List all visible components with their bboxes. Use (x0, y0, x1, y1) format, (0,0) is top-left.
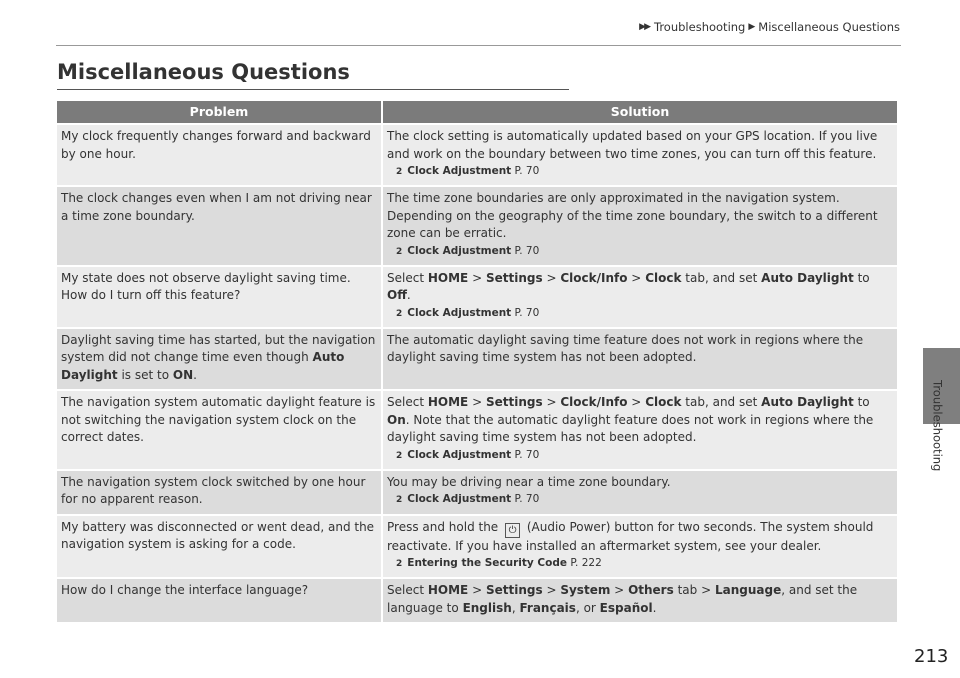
solution-note: Note that the automatic daylight feature does not work in regions where the daylight saving time system has not been adopted. (387, 412, 874, 444)
solution-text: tab, and set (685, 270, 758, 285)
setting-auto-daylight: Auto Daylight (761, 395, 854, 409)
solution-text: tab (677, 583, 698, 597)
breadcrumb-arrow-icon: ▶▶ (639, 22, 649, 32)
menu-path-others: Others (628, 583, 674, 597)
menu-path-settings: Settings (485, 270, 543, 285)
menu-separator: > (614, 583, 625, 597)
cross-reference[interactable] (387, 555, 893, 572)
menu-path-home: HOME (427, 583, 469, 597)
menu-path-home: HOME (427, 270, 469, 285)
language-francais: Français (519, 600, 576, 615)
menu-path-settings: Settings (485, 583, 543, 597)
reference-page: P. 70 (514, 165, 540, 177)
menu-separator: > (472, 583, 483, 597)
cross-reference[interactable] (387, 305, 893, 322)
reference-arrow-icon: 2 (396, 246, 403, 257)
solution-cell (382, 266, 897, 328)
solution-text: to (857, 270, 870, 285)
title-rule (57, 89, 569, 90)
reference-page: P. 70 (514, 244, 540, 257)
problem-cell: How do I change the interface language? (57, 578, 382, 622)
setting-value: ON (172, 367, 194, 382)
problem-cell: My state does not observe daylight saving time. How do I turn off this feature? (57, 266, 382, 328)
menu-separator: > (472, 270, 483, 285)
problem-cell: The clock changes even when I am not driving near a time zone boundary. (57, 186, 382, 266)
reference-name: Clock Adjustment (407, 306, 512, 319)
setting-value: Off (387, 288, 407, 302)
table-header-row (57, 101, 897, 124)
reference-name: Entering the Security Code (407, 557, 567, 569)
problem-cell: The navigation system automatic daylight feature is not switching the navigation system clock on the correct dates. (57, 390, 382, 470)
table-row (57, 578, 897, 622)
solution-text: tab, and set (685, 395, 758, 409)
menu-separator: > (546, 270, 557, 285)
menu-separator: > (546, 583, 557, 597)
cross-reference[interactable] (387, 447, 893, 464)
solution-text: Select (387, 583, 425, 597)
reference-page: P. 70 (514, 448, 540, 461)
menu-separator: > (546, 395, 557, 409)
side-tab-label: Troubleshooting (930, 380, 945, 472)
solution-text: You may be driving near a time zone boundary. (387, 474, 671, 489)
breadcrumb-subsection: Miscellaneous Questions (758, 20, 900, 34)
solution-text: to (857, 395, 870, 409)
solution-text: The clock setting is automatically updated based on your GPS location. If you live and work on the boundary between two time zones, you can turn off this feature. (387, 129, 878, 161)
menu-separator: > (631, 395, 642, 409)
problem-text: Daylight saving time has started, but the navigation system did not change time even though (61, 332, 376, 364)
setting-auto-daylight: Auto Daylight (61, 350, 345, 382)
reference-arrow-icon: 2 (396, 450, 403, 461)
problem-cell (57, 328, 382, 391)
solution-text: (Audio Power) button for two seconds. The system should reactivate. If you have installed an aftermarket system, see your dealer. (387, 519, 874, 553)
menu-path-clock-info: Clock/Info (560, 270, 628, 285)
table-row (57, 328, 897, 391)
cross-reference[interactable] (387, 491, 893, 508)
reference-name: Clock Adjustment (407, 244, 512, 257)
reference-arrow-icon: 2 (396, 167, 403, 177)
menu-separator: > (631, 270, 642, 285)
breadcrumb-arrow-icon: ▶ (748, 22, 754, 32)
setting-auto-daylight: Auto Daylight (761, 270, 854, 285)
reference-name: Clock Adjustment (407, 493, 512, 505)
column-header-problem: Problem (57, 101, 382, 124)
menu-path-home: HOME (427, 395, 469, 409)
menu-path-clock: Clock (645, 270, 682, 285)
reference-arrow-icon: 2 (396, 308, 403, 319)
reference-page: P. 70 (514, 493, 540, 505)
solution-text: , and set the language to (387, 583, 858, 615)
menu-path-clock: Clock (645, 395, 682, 409)
cross-reference[interactable] (387, 243, 893, 260)
cross-reference[interactable] (387, 163, 893, 180)
solution-cell (382, 515, 897, 579)
breadcrumb (639, 20, 900, 34)
solution-cell (382, 124, 897, 186)
table-row (57, 186, 897, 266)
questions-table (57, 101, 897, 622)
table-row (57, 266, 897, 328)
problem-cell: The navigation system clock switched by one hour for no apparent reason. (57, 470, 382, 515)
solution-cell (382, 186, 897, 266)
language-english: English (462, 600, 512, 615)
solution-text: Select (387, 270, 425, 285)
reference-name: Clock Adjustment (407, 165, 512, 177)
solution-text: . (406, 288, 411, 302)
column-header-solution: Solution (382, 101, 897, 124)
solution-text: Select (387, 395, 425, 409)
menu-path-system: System (560, 583, 611, 597)
table-row (57, 390, 897, 470)
problem-text: . (193, 367, 197, 382)
table-row (57, 124, 897, 186)
page-title: Miscellaneous Questions (57, 60, 350, 84)
solution-cell (382, 578, 897, 622)
solution-text: The time zone boundaries are only approximated in the navigation system. Depending on the geography of the time zone boundary, the switch to a different zone can be erratic. (387, 191, 878, 240)
menu-separator: > (701, 583, 712, 597)
solution-cell (382, 470, 897, 515)
menu-path-clock-info: Clock/Info (560, 395, 628, 409)
table-row (57, 470, 897, 515)
menu-path-language: Language (714, 583, 782, 597)
setting-value: On (387, 412, 406, 427)
solution-text: . (652, 600, 657, 615)
reference-name: Clock Adjustment (407, 448, 512, 461)
solution-cell (382, 390, 897, 470)
problem-cell: My clock frequently changes forward and backward by one hour. (57, 124, 382, 186)
solution-text: . (405, 412, 410, 427)
reference-page: P. 70 (514, 306, 540, 319)
solution-cell: The automatic daylight saving time feature does not work in regions where the daylight saving time system has not been adopted. (382, 328, 897, 391)
language-espanol: Español (599, 600, 653, 615)
reference-arrow-icon: 2 (396, 495, 403, 505)
header-rule (56, 45, 901, 46)
table-row (57, 515, 897, 579)
problem-cell: My battery was disconnected or went dead, and the navigation system is asking for a code. (57, 515, 382, 579)
solution-text: , or (575, 600, 596, 615)
reference-page: P. 222 (570, 557, 602, 569)
menu-path-settings: Settings (485, 395, 543, 409)
power-button-icon: ⏻ (505, 523, 520, 538)
reference-arrow-icon: 2 (396, 559, 403, 569)
problem-text: is set to (121, 367, 170, 382)
menu-separator: > (472, 395, 483, 409)
breadcrumb-section: Troubleshooting (654, 20, 746, 34)
page-number: 213 (914, 646, 949, 667)
solution-text: , (511, 600, 516, 615)
solution-text: Press and hold the (387, 519, 499, 534)
